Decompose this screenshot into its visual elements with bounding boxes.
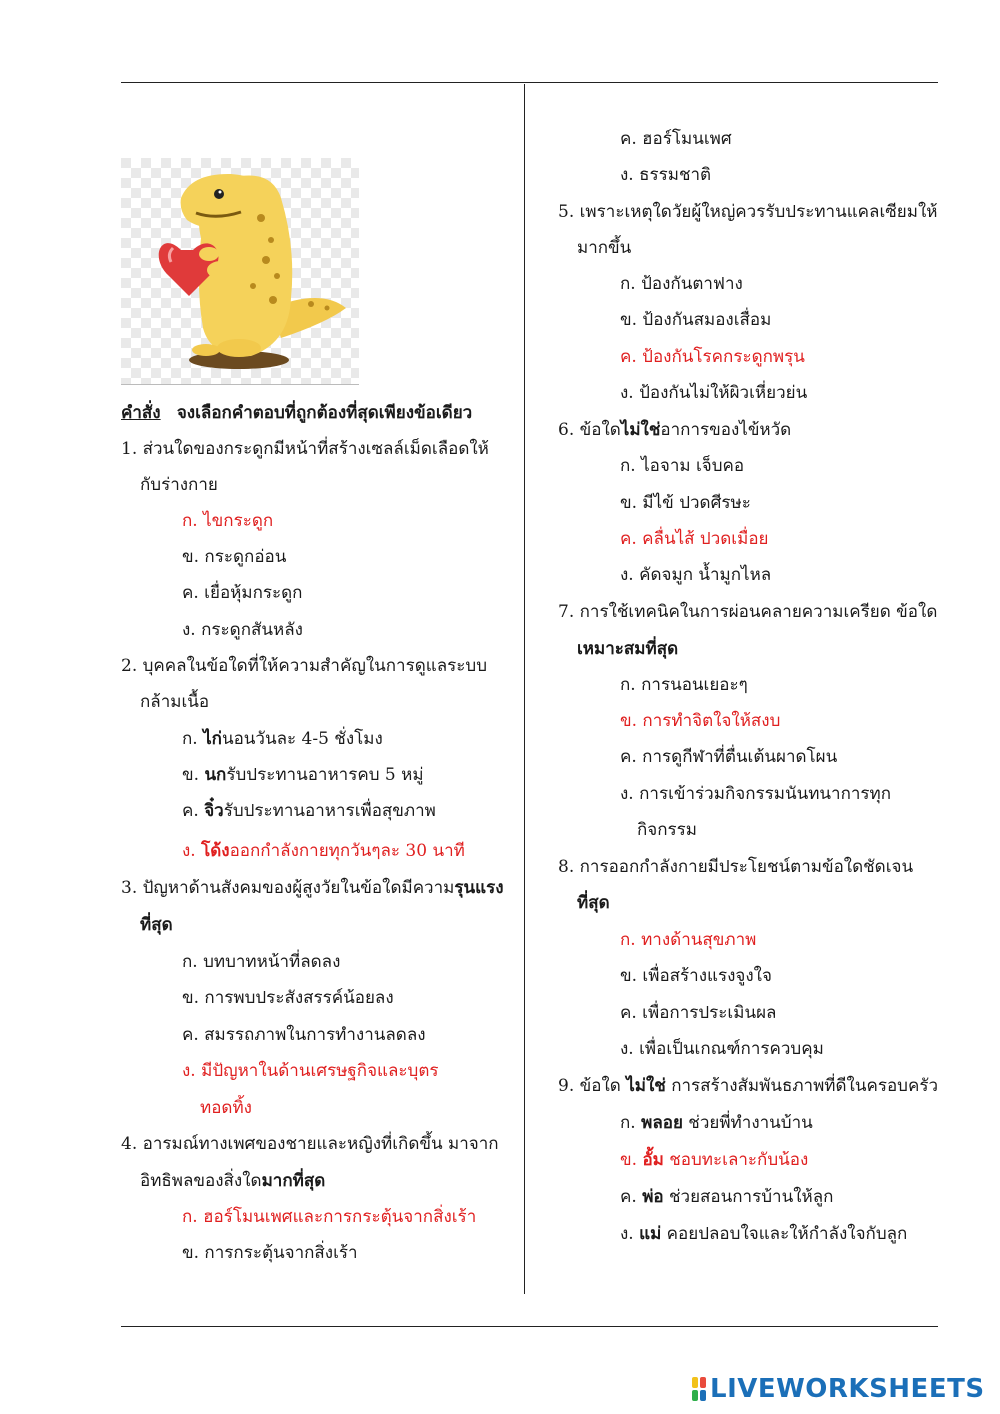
q8-option-b[interactable]: ข. เพื่อสร้างแรงจูงใจ <box>620 966 772 986</box>
q8-text: 8. การออกกำลังกายมีประโยชน์ตามข้อใดชัดเจน <box>558 857 914 877</box>
logo-text: LIVEWORKSHEETS <box>710 1374 985 1404</box>
dinosaur-heart-illustration <box>121 158 359 385</box>
q6-option-a[interactable]: ก. ไอจาม เจ็บคอ <box>620 456 745 476</box>
q3-option-a[interactable]: ก. บทบาทหน้าที่ลดลง <box>182 952 341 972</box>
q3-option-b[interactable]: ข. การพบประสังสรรค์น้อยลง <box>182 988 394 1008</box>
q1-text-cont: กับร่างกาย <box>140 475 218 495</box>
q5-option-b[interactable]: ข. ป้องกันสมองเสื่อม <box>620 310 772 330</box>
q3-option-d-cont: ทอดทิ้ง <box>200 1098 252 1118</box>
q5-text: 5. เพราะเหตุใดวัยผู้ใหญ่ควรรับประทานแคลเซียมให้ <box>558 202 938 222</box>
q2-text: 2. บุคคลในข้อใดที่ให้ความสำคัญในการดูแลระบบ <box>121 656 487 676</box>
q8-option-d[interactable]: ง. เพื่อเป็นเกณฑ์การควบคุม <box>620 1039 824 1059</box>
logo-grid-icon <box>692 1377 706 1401</box>
q4-text-cont: อิทธิพลของสิ่งใดมากที่สุด <box>140 1171 326 1191</box>
q1-option-a[interactable]: ก. ไขกระดูก <box>182 511 274 531</box>
q7-text: 7. การใช้เทคนิคในการผ่อนคลายความเครียด ข้อใด <box>558 602 938 622</box>
q9-option-a[interactable]: ก. พลอย ช่วยพี่ทำงานบ้าน <box>620 1113 813 1133</box>
q6-option-d[interactable]: ง. คัดจมูก น้ำมูกไหล <box>620 565 772 585</box>
q6-option-b[interactable]: ข. มีไข้ ปวดศีรษะ <box>620 493 751 513</box>
q2-option-a[interactable]: ก. ไก่นอนวันละ 4-5 ชั่งโมง <box>182 729 383 749</box>
top-rule <box>121 82 938 83</box>
q3-text-cont: ที่สุด <box>140 915 173 935</box>
q2-text-cont: กล้ามเนื้อ <box>140 692 210 712</box>
q5-text-cont: มากขึ้น <box>577 238 632 258</box>
q2-option-b[interactable]: ข. นกรับประทานอาหารคบ 5 หมู่ <box>182 765 424 785</box>
q1-option-d[interactable]: ง. กระดูกสันหลัง <box>182 620 303 640</box>
q9-option-d[interactable]: ง. แม่ คอยปลอบใจและให้กำลังใจกับลูก <box>620 1224 908 1244</box>
q5-option-d[interactable]: ง. ป้องกันไม่ให้ผิวเหี่ยวย่น <box>620 383 808 403</box>
q6-text: 6. ข้อใดไม่ใช่อาการของไข้หวัด <box>558 420 792 440</box>
dinosaur-icon <box>121 158 359 384</box>
q9-option-b[interactable]: ข. อั้ม ชอบทะเลาะกับน้อง <box>620 1150 809 1170</box>
q2-option-d[interactable]: ง. โด้งออกกำลังกายทุกวันๆละ 30 นาที <box>182 841 465 861</box>
bottom-rule <box>121 1326 938 1327</box>
q4-option-b[interactable]: ข. การกระตุ้นจากสิ่งเร้า <box>182 1243 358 1263</box>
q8-text-cont: ที่สุด <box>577 893 610 913</box>
q7-option-d[interactable]: ง. การเข้าร่วมกิจกรรมนันทนาการทุก <box>620 784 892 804</box>
q3-text: 3. ปัญหาด้านสังคมของผู้สูงวัยในข้อใดมีความรุนแรง <box>121 878 504 898</box>
q3-option-d[interactable]: ง. มีปัญหาในด้านเศรษฐกิจและบุตร <box>182 1061 439 1081</box>
q7-option-c[interactable]: ค. การดูกีฬาที่ตื่นเต้นผาดโผน <box>620 747 838 767</box>
q7-text-cont: เหมาะสมที่สุด <box>577 639 679 659</box>
instruction <box>121 402 472 424</box>
liveworksheets-logo <box>692 1372 985 1406</box>
q9-text: 9. ข้อใด ไม่ใช่ การสร้างสัมพันธภาพที่ดีในครอบครัว <box>558 1076 939 1096</box>
q7-option-a[interactable]: ก. การนอนเยอะๆ <box>620 675 748 695</box>
q4-option-c[interactable]: ค. ฮอร์โมนเพศ <box>620 129 732 149</box>
q4-text: 4. อารมณ์ทางเพศของชายและหญิงที่เกิดขึ้น มาจาก <box>121 1134 499 1154</box>
q5-option-c[interactable]: ค. ป้องกันโรคกระดูกพรุน <box>620 347 805 367</box>
instruction-label: คำสั่ง <box>121 403 161 423</box>
q4-option-a[interactable]: ก. ฮอร์โมนเพศและการกระตุ้นจากสิ่งเร้า <box>182 1207 477 1227</box>
instruction-text: จงเลือกคำตอบที่ถูกต้องที่สุดเพียงข้อเดียว <box>176 403 473 423</box>
q9-option-c[interactable]: ค. พ่อ ช่วยสอนการบ้านให้ลูก <box>620 1187 834 1207</box>
q8-option-c[interactable]: ค. เพื่อการประเมินผล <box>620 1003 777 1023</box>
q2-option-c[interactable]: ค. จิ๋วรับประทานอาหารเพื่อสุขภาพ <box>182 801 436 821</box>
q3-option-c[interactable]: ค. สมรรถภาพในการทำงานลดลง <box>182 1025 426 1045</box>
column-divider <box>524 84 525 1294</box>
q5-option-a[interactable]: ก. ป้องกันตาฟาง <box>620 274 743 294</box>
q1-option-c[interactable]: ค. เยื่อหุ้มกระดูก <box>182 583 303 603</box>
q7-option-d-cont: กิจกรรม <box>637 820 698 840</box>
q8-option-a[interactable]: ก. ทางด้านสุขภาพ <box>620 930 757 950</box>
q4-option-d[interactable]: ง. ธรรมชาติ <box>620 165 712 185</box>
q7-option-b[interactable]: ข. การทำจิตใจให้สงบ <box>620 711 781 731</box>
q1-text: 1. ส่วนใดของกระดูกมีหน้าที่สร้างเซลล์เม็ดเลือดให้ <box>121 439 489 459</box>
q6-option-c[interactable]: ค. คลื่นไส้ ปวดเมื่อย <box>620 529 769 549</box>
q1-option-b[interactable]: ข. กระดูกอ่อน <box>182 547 287 567</box>
